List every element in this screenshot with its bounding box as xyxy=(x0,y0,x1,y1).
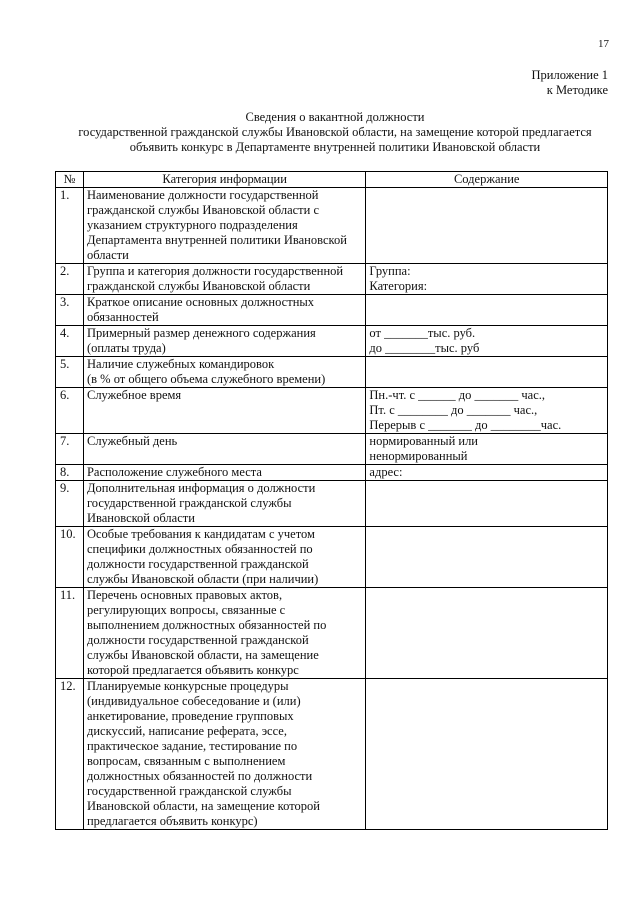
row-number: 10. xyxy=(56,527,84,588)
table-row xyxy=(56,527,608,588)
content-cell xyxy=(366,588,608,679)
table-row xyxy=(56,588,608,679)
content-cell xyxy=(366,388,608,434)
category-line: должности государственной гражданской xyxy=(86,557,309,571)
category-cell xyxy=(83,588,365,679)
category-line: Служебное время xyxy=(86,388,182,402)
row-number: 4. xyxy=(56,326,84,357)
table-row xyxy=(56,434,608,465)
appendix-line-2: к Методике xyxy=(546,83,608,97)
category-cell xyxy=(83,465,365,481)
category-line: обязанностей xyxy=(86,310,159,324)
content-line: до ________тыс. руб xyxy=(369,341,480,355)
row-number: 7. xyxy=(56,434,84,465)
category-line: Ивановской области, на замещение которой xyxy=(86,799,320,813)
category-cell xyxy=(83,357,365,388)
table-row xyxy=(56,357,608,388)
category-line: Расположение служебного места xyxy=(86,465,262,479)
category-line: Дополнительная информация о должности xyxy=(86,481,316,495)
category-line: регулирующих вопросы, связанные с xyxy=(86,603,286,617)
category-line: выполнением должностных обязанностей по xyxy=(86,618,327,632)
category-line: (в % от общего объема служебного времени) xyxy=(86,372,326,386)
table-row xyxy=(56,481,608,527)
row-number: 1. xyxy=(56,188,84,264)
row-number: 2. xyxy=(56,264,84,295)
category-line: Наименование должности государственной xyxy=(86,188,319,202)
row-number: 9. xyxy=(56,481,84,527)
category-cell xyxy=(83,388,365,434)
content-line: Категория: xyxy=(369,279,428,293)
content-cell xyxy=(366,434,608,465)
category-line: Краткое описание основных должностных xyxy=(86,295,315,309)
row-number: 6. xyxy=(56,388,84,434)
content-cell xyxy=(366,264,608,295)
category-line: Примерный размер денежного содержания xyxy=(86,326,316,340)
category-line: Наличие служебных командировок xyxy=(86,357,275,371)
category-line: государственной гражданской службы xyxy=(86,496,292,510)
title-line-3: объявить конкурс в Департаменте внутренней политики Ивановской области xyxy=(129,140,541,154)
category-line: вопросам, связанным с выполнением xyxy=(86,754,286,768)
row-number: 11. xyxy=(56,588,84,679)
content-line: Пт. с ________ до _______ час., xyxy=(369,403,538,417)
table-row xyxy=(56,326,608,357)
row-number: 12. xyxy=(56,679,84,830)
content-cell xyxy=(366,465,608,481)
category-line: службы Ивановской области (при наличии) xyxy=(86,572,319,586)
category-cell xyxy=(83,188,365,264)
content-cell xyxy=(366,326,608,357)
category-line: Планируемые конкурсные процедуры xyxy=(86,679,289,693)
category-line: (индивидуальное собеседование и (или) xyxy=(86,694,301,708)
title-line-1: Сведения о вакантной должности xyxy=(245,110,425,124)
content-cell xyxy=(366,527,608,588)
content-cell xyxy=(366,357,608,388)
category-cell xyxy=(83,326,365,357)
category-cell xyxy=(83,679,365,830)
category-line: гражданской службы Ивановской области xyxy=(86,279,311,293)
table-row xyxy=(56,388,608,434)
content-line: Перерыв с _______ до ________час. xyxy=(369,418,562,432)
category-line: указанием структурного подразделения xyxy=(86,218,298,232)
category-cell xyxy=(83,264,365,295)
table-header-row xyxy=(56,172,608,188)
vacancy-info-table xyxy=(55,171,608,830)
category-line: которой предлагается объявить конкурс xyxy=(86,663,299,677)
category-line: предлагается объявить конкурс) xyxy=(86,814,258,828)
content-line: нормированный или xyxy=(369,434,478,448)
appendix-header xyxy=(532,68,608,98)
row-number: 5. xyxy=(56,357,84,388)
content-line: адрес: xyxy=(369,465,403,479)
content-cell xyxy=(366,188,608,264)
row-number: 3. xyxy=(56,295,84,326)
content-line: Группа: xyxy=(369,264,411,278)
content-line: Пн.-чт. с ______ до _______ час., xyxy=(369,388,546,402)
category-line: анкетирование, проведение групповых xyxy=(86,709,294,723)
table-row xyxy=(56,679,608,830)
appendix-line-1: Приложение 1 xyxy=(531,68,608,82)
category-line: службы Ивановской области, на замещение xyxy=(86,648,319,662)
row-number: 8. xyxy=(56,465,84,481)
category-line: гражданской службы Ивановской области с xyxy=(86,203,320,217)
category-cell xyxy=(83,295,365,326)
header-num: № xyxy=(56,172,84,188)
category-line: Перечень основных правовых актов, xyxy=(86,588,283,602)
category-line: государственной гражданской службы xyxy=(86,784,292,798)
category-line: Служебный день xyxy=(86,434,178,448)
category-line: Ивановской области xyxy=(86,511,195,525)
category-line: Департамента внутренней политики Ивановской xyxy=(86,233,347,247)
table-row xyxy=(56,465,608,481)
category-line: практическое задание, тестирование по xyxy=(86,739,298,753)
header-category: Категория информации xyxy=(83,172,365,188)
content-cell xyxy=(366,295,608,326)
content-line: от _______тыс. руб. xyxy=(369,326,476,340)
category-line: области xyxy=(86,248,129,262)
table-row xyxy=(56,295,608,326)
category-line: (оплаты труда) xyxy=(86,341,166,355)
category-line: Группа и категория должности государственной xyxy=(86,264,344,278)
content-cell xyxy=(366,679,608,830)
category-line: дискуссий, написание реферата, эссе, xyxy=(86,724,287,738)
content-line: ненормированный xyxy=(369,449,468,463)
category-line: должностных обязанностей по должности xyxy=(86,769,313,783)
category-cell xyxy=(83,434,365,465)
title-line-2: государственной гражданской службы Ивановской области, на замещение которой предлагается xyxy=(78,125,592,139)
document-title xyxy=(40,110,630,155)
content-cell xyxy=(366,481,608,527)
category-cell xyxy=(83,527,365,588)
category-line: должности государственной гражданской xyxy=(86,633,309,647)
table-row xyxy=(56,264,608,295)
category-line: Особые требования к кандидатам с учетом xyxy=(86,527,315,541)
category-cell xyxy=(83,481,365,527)
category-line: специфики должностных обязанностей по xyxy=(86,542,313,556)
table-row xyxy=(56,188,608,264)
page-number: 17 xyxy=(598,38,609,50)
header-content: Содержание xyxy=(366,172,608,188)
